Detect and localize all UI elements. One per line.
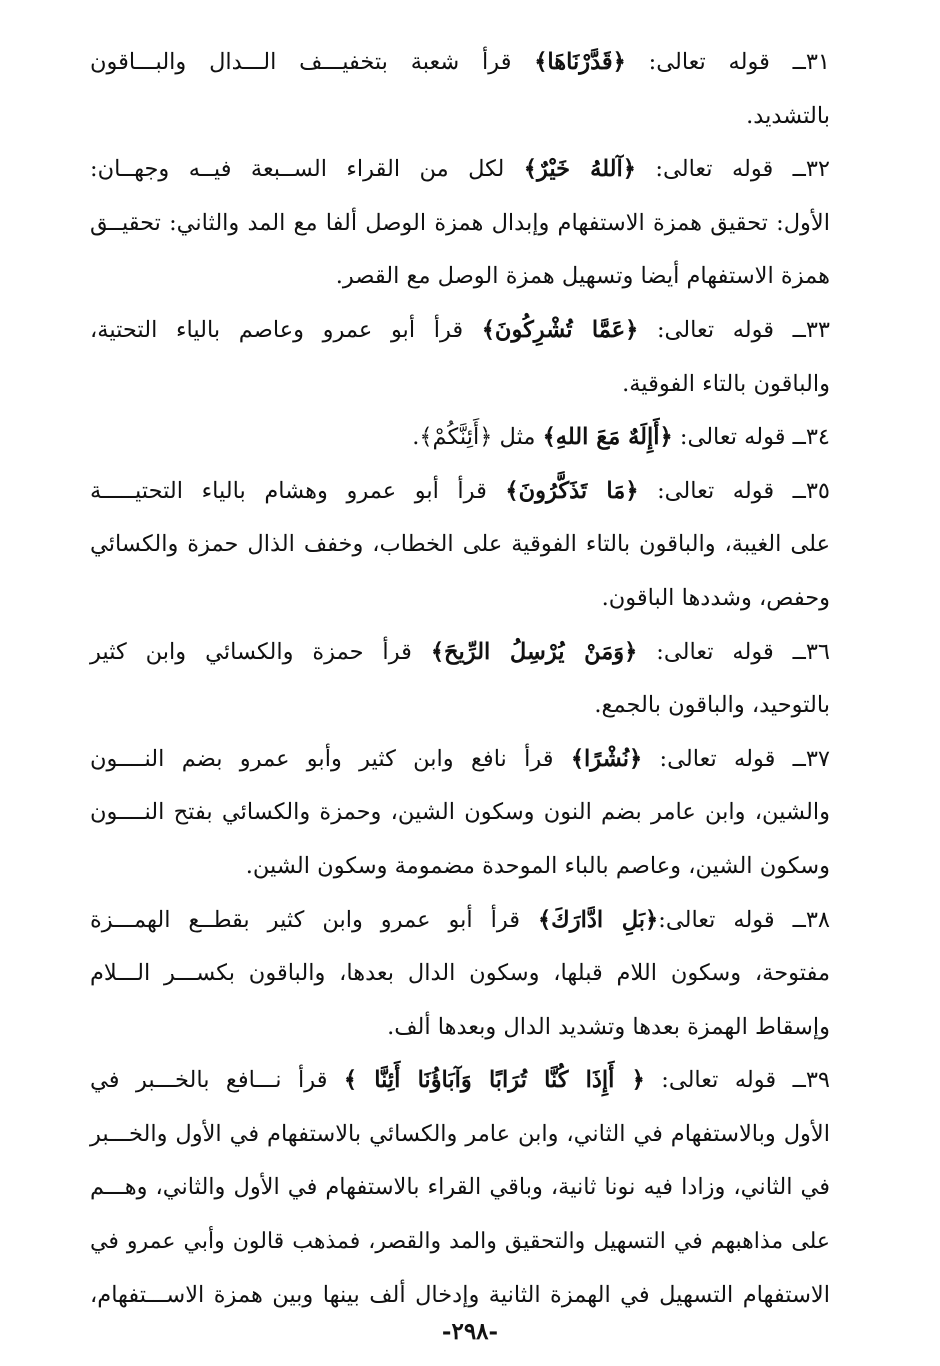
text-line [90,626,830,680]
line-text: قرأ نافع وابن كثير وأبو عمرو بضم النــــون [90,745,571,772]
text-line [90,572,830,626]
text-line [90,304,830,358]
line-text: ٣٩ــ قوله تعالى: [644,1067,830,1094]
text-line [90,358,830,412]
line-text: الأول: تحقيق همزة الاستفهام وإبدال همزة الوصل ألفا مع المد والثاني: تحقيــق [90,209,830,236]
text-line [90,840,830,894]
text-line [90,894,830,948]
line-text: ٣٨ــ قوله تعالى: [658,906,831,933]
quran-verse: ﴿وَمَنْ يُرْسِلُ الرِّيحَ﴾ [430,638,638,665]
text-line [90,250,830,304]
text-line [90,1054,830,1108]
line-text: وإسقاط الهمزة بعدها وتشديد الدال وبعدها ألف. [387,1013,830,1040]
text-line [90,679,830,733]
line-text: بالتشديد. [746,102,830,129]
line-text: الأول وبالاستفهام في الثاني، وابن عامر والكسائي بالاستفهام في الأول والخـــبر [90,1120,830,1147]
line-text: مفتوحة، وسكون اللام قبلها، وسكون الدال بعدها، والباقون بكســـر الـــلام [90,960,830,987]
text-line [90,1269,830,1323]
line-text: على الغيبة، والباقون بالتاء الفوقية على الخطاب، وخفف الذال حمزة والكسائي [90,531,830,558]
text-line [90,1108,830,1162]
quran-verse: ﴿نُشْرًا﴾ [570,745,643,772]
quran-verse: ﴿أَإِلَهٌ مَعَ اللهِ﴾ [542,424,673,451]
line-text: على مذاهبهم في التسهيل والتحقيق والمد والقصر، فمذهب قالون وأبي عمرو في [90,1229,830,1255]
line-text: ٣٤ــ قوله تعالى: [672,424,830,451]
line-text: قرأ حمزة والكسائي وابن كثير [90,638,431,665]
text-line [90,90,830,144]
line-text: ٣٣ــ قوله تعالى: [638,316,831,343]
quran-verse: ﴿آللهُ خَيْرٌ﴾ [523,156,636,183]
line-text: همزة الاستفهام أيضا وتسهيل همزة الوصل مع القصر. [335,263,830,290]
line-text: والباقون بالتاء الفوقية. [622,370,830,397]
text-line [90,465,830,519]
line-text: قرأ أبو عمرو وعاصم بالياء التحتية، [90,316,482,343]
line-text: قرأ شعبة بتخفيـــف الـــدال والبـــاقون [90,49,535,75]
line-text: ٣٥ــ قوله تعالى: [638,477,830,504]
quran-verse: ﴿عَمَّا تُشْرِكُونَ﴾ [481,316,639,343]
quran-verse: ﴿ أَإِذَا كُنَّا تُرَابًا وَآبَاؤُنَا أَئِنَّا ﴾ [343,1067,645,1094]
text-line [90,786,830,840]
line-text: مثل ﴿أَئِنَّكُمْ﴾. [412,424,543,451]
line-text: وحفص، وشددها الباقون. [601,584,830,611]
quran-verse: ﴿مَا تَذَكَّرُونَ﴾ [505,477,639,504]
text-line [90,143,830,197]
text-line [90,947,830,1001]
line-text: ٣٢ــ قوله تعالى: [635,156,831,183]
text-line [90,36,830,90]
line-text: قرأ نـــافع بالخـــبر في [90,1067,344,1094]
text-line [90,197,830,251]
line-text: قرأ أبو عمرو وابن كثير بقطــع الهمـــزة [90,906,538,933]
text-line [90,1161,830,1215]
text-line [90,518,830,572]
line-text: وسكون الشين، وعاصم بالباء الموحدة مضمومة وسكون الشين. [245,852,830,879]
quran-verse: ﴿قَدَّرْنَاهَا﴾ [534,49,626,75]
line-text: ٣١ــ قوله تعالى: [625,49,830,75]
line-text: قرأ أبو عمرو وهشام بالياء التحتيـــــة [90,477,506,504]
text-line [90,1001,830,1055]
line-text: ٣٦ــ قوله تعالى: [637,638,830,665]
line-text: بالتوحيد، والباقون بالجمع. [594,692,830,719]
text-line [90,1215,830,1269]
text-line [90,733,830,787]
page-number: -٢٩٨- [441,1318,499,1345]
text-line [90,411,830,465]
body-text [90,36,830,1322]
line-text: الاستفهام التسهيل في الهمزة الثانية وإدخال ألف بينها وبين همزة الاســـتفهام، [90,1281,830,1308]
line-text: والشين، وابن عامر بضم النون وسكون الشين، وحمزة والكسائي بفتح النــــون [90,799,830,826]
line-text: ٣٧ــ قوله تعالى: [642,745,830,772]
line-text: لكل من القراء الســبعة فيــه وجهــان: [90,156,524,183]
quran-verse: ﴿بَلِ ادَّارَكَ﴾ [537,906,659,933]
line-text: في الثاني، وزادا فيه نونا ثانية، وباقي القراء بالاستفهام في الأول والثاني، وهـــم [90,1174,830,1201]
